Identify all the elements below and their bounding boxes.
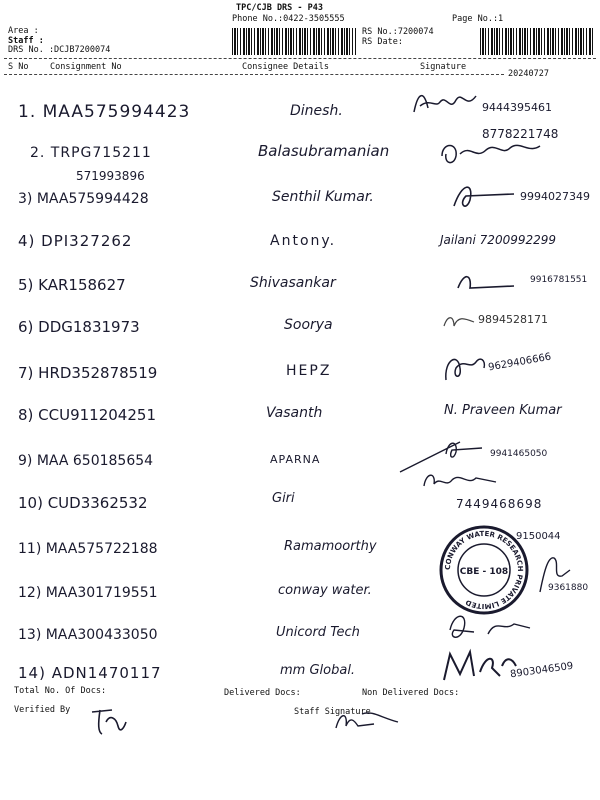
row-8-phone: N. Praveen Kumar xyxy=(444,403,562,418)
col-consignment: Consignment No xyxy=(50,62,122,72)
row-11-phone: 9150044 xyxy=(516,531,561,542)
drs-number: DRS No. :DCJB7200074 xyxy=(8,45,111,55)
row-9-phone: 9941465050 xyxy=(490,449,548,459)
header-rule-bottom xyxy=(4,74,504,75)
row-6-signature xyxy=(440,310,480,332)
row-1-consignee: Dinesh. xyxy=(290,103,343,119)
col-sno: S No xyxy=(8,62,29,72)
row-11-consignee: Ramamoorthy xyxy=(284,539,377,554)
rs-number: RS No.:7200074 xyxy=(362,27,434,37)
row-3-note: 571993896 xyxy=(76,169,145,183)
rs-barcode xyxy=(480,28,594,55)
row-1-consignment: 1. MAA575994423 xyxy=(18,102,191,122)
page-number: Page No.:1 xyxy=(452,14,504,24)
row-13-consignment: 13) MAA300433050 xyxy=(18,627,158,643)
row-3-consignment: 3) MAA575994428 xyxy=(18,191,149,207)
row-7-consignment: 7) HRD352878519 xyxy=(18,364,158,382)
row-4-phone: Jailani 7200992299 xyxy=(440,233,557,247)
print-date: 20240727 xyxy=(508,69,549,79)
row-12-phone: 9361880 xyxy=(548,583,589,593)
row-6-phone: 9894528171 xyxy=(478,313,548,326)
delivered-docs-label: Delivered Docs: xyxy=(224,688,301,698)
row-9-consignee: APARNA xyxy=(270,453,321,466)
row-6-consignee: Soorya xyxy=(284,317,333,333)
row-5-phone: 9916781551 xyxy=(530,275,588,285)
row-5-signature xyxy=(454,270,524,294)
staff-signature xyxy=(332,706,402,732)
row-7-signature xyxy=(440,350,490,384)
col-consignee: Consignee Details xyxy=(242,62,329,72)
row-8-consignment: 8) CCU911204251 xyxy=(18,406,156,424)
staff-label: Staff : xyxy=(8,36,44,46)
row-10-consignment: 10) CUD3362532 xyxy=(18,494,148,512)
row-7-consignee: HEPZ xyxy=(286,363,332,379)
row-3-signature xyxy=(448,180,518,214)
row-14-phone: 8903046509 xyxy=(509,660,575,681)
svg-text:CBE - 108: CBE - 108 xyxy=(459,567,509,577)
row-10-signature xyxy=(420,470,500,494)
row-12-consignee: conway water. xyxy=(278,583,372,598)
row-9-signature xyxy=(396,436,486,474)
verified-by-label: Verified By xyxy=(14,705,71,715)
header-rule-top xyxy=(4,58,596,59)
non-delivered-docs-label: Non Delivered Docs: xyxy=(362,688,460,698)
row-6-consignment: 6) DDG1831973 xyxy=(18,318,140,336)
row-1-phone: 9444395461 xyxy=(482,101,552,114)
area-label: Area : xyxy=(8,26,39,36)
row-1-phone-2: 8778221748 xyxy=(482,127,559,141)
row-3-consignee: Senthil Kumar. xyxy=(272,189,374,205)
document-title: TPC/CJB DRS - P43 xyxy=(236,3,323,13)
row-4-consignment: 4) DPI327262 xyxy=(18,232,133,250)
svg-text:CONWAY WATER RESEARCH PRIVATE: CONWAY WATER RESEARCH PRIVATE LIMITED xyxy=(443,529,525,611)
row-13-consignee: Unicord Tech xyxy=(276,625,360,640)
row-1-signature xyxy=(410,88,480,118)
row-14-signature xyxy=(440,646,520,684)
row-14-consignment: 14) ADN1470117 xyxy=(18,664,162,682)
row-4-consignee: Antony. xyxy=(270,233,337,249)
drs-barcode xyxy=(232,28,356,55)
col-signature: Signature xyxy=(420,62,467,72)
total-docs-label: Total No. Of Docs: xyxy=(14,686,107,696)
row-2-signature xyxy=(436,138,546,168)
company-stamp xyxy=(438,524,530,616)
row-14-consignee: mm Global. xyxy=(280,663,356,678)
row-2-consignment: 2. TRPG715211 xyxy=(30,145,152,161)
row-12-consignment: 12) MAA301719551 xyxy=(18,585,158,601)
row-7-phone: 9629406666 xyxy=(487,351,553,374)
row-5-consignment: 5) KAR158627 xyxy=(18,276,126,294)
verifier-signature xyxy=(88,704,128,738)
row-8-consignee: Vasanth xyxy=(266,405,323,421)
row-9-consignment: 9) MAA 650185654 xyxy=(18,453,154,469)
rs-date: RS Date: xyxy=(362,37,403,47)
row-10-consignee: Giri xyxy=(272,491,295,506)
row-11-consignment: 11) MAA575722188 xyxy=(18,541,158,557)
phone-number: Phone No.:0422-3505555 xyxy=(232,14,345,24)
row-2-consignee: Balasubramanian xyxy=(258,142,390,160)
row-3-phone: 9994027349 xyxy=(520,190,590,203)
row-5-consignee: Shivasankar xyxy=(250,275,336,291)
staff-signature-label: Staff Signature xyxy=(294,707,371,717)
row-10-phone: 7449468698 xyxy=(456,497,543,511)
